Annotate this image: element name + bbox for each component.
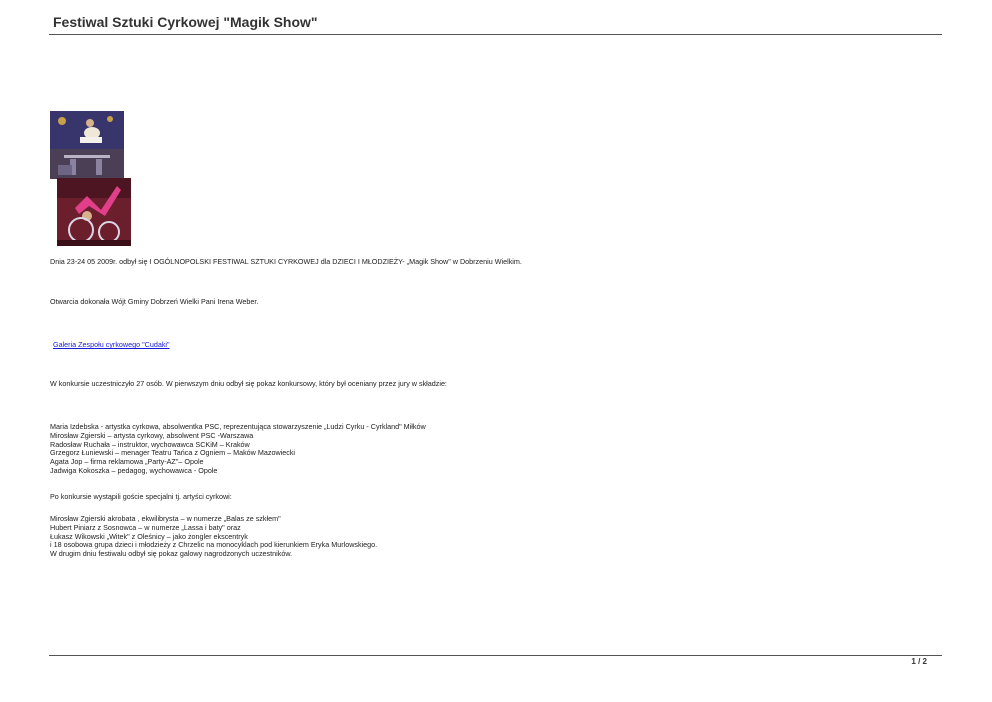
guest-line: W drugim dniu festiwalu odbył się pokaz galowy nagrodzonych uczestników. bbox=[50, 549, 293, 559]
jury-member: Agata Jop – firma reklamowa „Party-AZ"– Opole bbox=[50, 457, 204, 467]
intro-paragraph: Dnia 23-24 05 2009r. odbył się I OGÓLNOPOLSKI FESTIWAL SZTUKI CYRKOWEJ dla DZIECI I MŁODZIEŻY- „Magik Show" w Dobrzeniu Wielkim. bbox=[50, 257, 522, 266]
guest-line: i 18 osobowa grupa dzieci i młodzieży z Chrzelic na monocyklach pod kierunkiem Eryka Murlowskiego. bbox=[50, 540, 378, 550]
page-number: 1 / 2 bbox=[911, 657, 927, 666]
guests-intro: Po konkursie wystąpili goście specjalni tj. artyści cyrkowi: bbox=[50, 492, 232, 501]
festival-photo-2 bbox=[57, 178, 131, 246]
jury-member: Maria Izdebska - artystka cyrkowa, absolwentka PSC, reprezentująca stowarzyszenie „Ludzi Cyrku - Cyrkland" Miłków bbox=[50, 422, 426, 431]
jury-member: Grzegorz Łuniewski – menager Teatru Tańca z Ogniem – Maków Mazowiecki bbox=[50, 448, 296, 458]
contest-paragraph: W konkursie uczestniczyło 27 osób. W pierwszym dniu odbył się pokaz konkursowy, który był oceniany przez jury w składzie: bbox=[50, 379, 447, 388]
guest-line: Hubert Piniarz z Sosnowca – w numerze „Lassa i baty" oraz bbox=[50, 522, 241, 532]
guest-line: Mirosław Zgierski akrobata , ekwilibrysta – w numerze „Balas ze szkłem" bbox=[50, 514, 281, 523]
jury-list bbox=[50, 423, 426, 476]
jury-member: Jadwiga Kokoszka – pedagog, wychowawca - Opole bbox=[50, 465, 218, 475]
footer-divider bbox=[49, 655, 942, 656]
header-divider bbox=[49, 34, 942, 35]
guests-list bbox=[50, 515, 377, 559]
festival-photo-1 bbox=[50, 111, 124, 179]
gallery-link[interactable]: Galeria Zespołu cyrkowego "Cudaki" bbox=[53, 340, 170, 349]
opening-paragraph: Otwarcia dokonała Wójt Gminy Dobrzeń Wielki Pani Irena Weber. bbox=[50, 297, 259, 306]
jury-member: Mirosław Zgierski – artysta cyrkowy, absolwent PSC -Warszawa bbox=[50, 430, 254, 440]
guest-line: Łukasz Wikowski „Witek" z Oleśnicy – jako żongler ekscentryk bbox=[50, 531, 248, 541]
jury-member: Radosław Ruchała – instruktor, wychowawca SCKiM – Kraków bbox=[50, 439, 250, 449]
page-title: Festiwal Sztuki Cyrkowej "Magik Show" bbox=[53, 14, 318, 30]
